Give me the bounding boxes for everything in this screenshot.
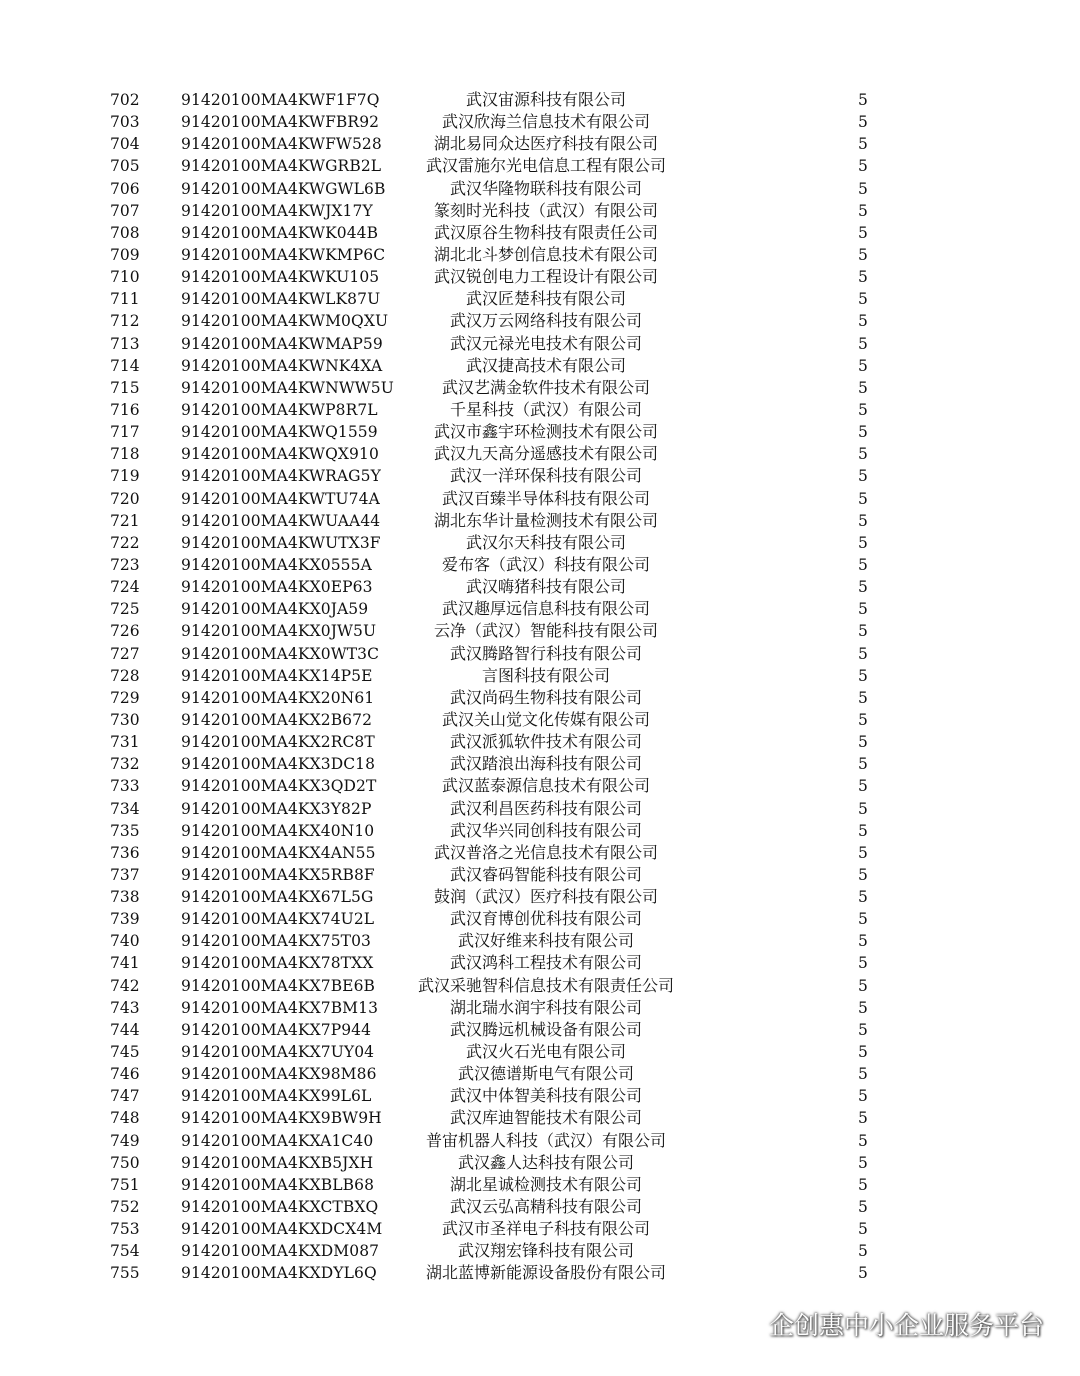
credit-code: 91420100MA4KX67L5G: [181, 888, 374, 907]
score-value: 5: [858, 378, 868, 397]
score-value: 5: [858, 223, 868, 242]
score-value: 5: [858, 644, 868, 663]
table-row: [0, 244, 1080, 266]
table-row: [0, 488, 1080, 510]
row-number: 754: [110, 1242, 140, 1261]
table-row: [0, 665, 1080, 687]
table-row: [0, 820, 1080, 842]
score-value: 5: [858, 445, 868, 464]
score-value: 5: [858, 688, 868, 707]
score-value: 5: [858, 843, 868, 862]
company-name: 武汉九天高分遥感技术有限公司: [433, 444, 658, 464]
row-number: 707: [110, 201, 140, 220]
score-value: 5: [858, 666, 868, 685]
company-name: 武汉捷高技术有限公司: [465, 355, 626, 375]
score-value: 5: [858, 555, 868, 574]
row-number: 741: [110, 954, 140, 973]
score-value: 5: [858, 865, 868, 884]
table-row: [0, 178, 1080, 200]
row-number: 747: [110, 1087, 140, 1106]
row-number: 735: [110, 821, 140, 840]
table-row: [0, 598, 1080, 620]
table-row: [0, 1240, 1080, 1262]
credit-code: 91420100MA4KWRAG5Y: [181, 467, 381, 486]
score-value: 5: [858, 1020, 868, 1039]
row-number: 710: [110, 268, 140, 287]
score-value: 5: [858, 290, 868, 309]
score-value: 5: [858, 1242, 868, 1261]
table-row: [0, 510, 1080, 532]
table-row: [0, 775, 1080, 797]
company-name: 武汉尚码生物科技有限公司: [449, 687, 642, 707]
score-value: 5: [858, 998, 868, 1017]
table-row: [0, 133, 1080, 155]
table-row: [0, 200, 1080, 222]
score-value: 5: [858, 1087, 868, 1106]
table-row: [0, 576, 1080, 598]
table-row: [0, 1041, 1080, 1063]
score-value: 5: [858, 1153, 868, 1172]
score-value: 5: [858, 179, 868, 198]
table-row: [0, 864, 1080, 886]
score-value: 5: [858, 1131, 868, 1150]
company-name: 武汉库迪智能技术有限公司: [449, 1108, 642, 1128]
row-number: 719: [110, 467, 140, 486]
credit-code: 91420100MA4KXBLB68: [181, 1175, 375, 1194]
table-row: [0, 155, 1080, 177]
credit-code: 91420100MA4KX0555A: [181, 555, 372, 574]
score-value: 5: [858, 1220, 868, 1239]
table-row: [0, 111, 1080, 133]
credit-code: 91420100MA4KX0JW5U: [181, 622, 377, 641]
row-number: 733: [110, 777, 140, 796]
row-number: 750: [110, 1153, 140, 1172]
row-number: 740: [110, 932, 140, 951]
company-name: 武汉火石光电有限公司: [465, 1042, 626, 1062]
company-name: 湖北易同众达医疗科技有限公司: [433, 134, 658, 154]
row-number: 730: [110, 710, 140, 729]
row-number: 702: [110, 91, 140, 109]
credit-code: 91420100MA4KWMAP59: [181, 334, 383, 353]
company-name: 武汉好维来科技有限公司: [457, 931, 634, 951]
score-value: 5: [858, 1198, 868, 1217]
table-row: [0, 997, 1080, 1019]
row-number: 708: [110, 223, 140, 242]
score-value: 5: [858, 733, 868, 752]
row-number: 736: [110, 843, 140, 862]
row-number: 713: [110, 334, 140, 353]
credit-code: 91420100MA4KWJX17Y: [181, 201, 373, 220]
score-value: 5: [858, 135, 868, 154]
score-value: 5: [858, 312, 868, 331]
score-value: 5: [858, 356, 868, 375]
company-name: 武汉派狐软件技术有限公司: [449, 732, 642, 752]
row-number: 721: [110, 511, 140, 530]
credit-code: 91420100MA4KXA1C40: [181, 1131, 374, 1150]
table-row: [0, 333, 1080, 355]
score-value: 5: [858, 157, 868, 176]
credit-code: 91420100MA4KX7UY04: [181, 1043, 375, 1062]
company-name: 武汉华隆物联科技有限公司: [449, 178, 642, 198]
table-row: [0, 310, 1080, 332]
company-name: 武汉市圣祥电子科技有限公司: [441, 1219, 650, 1239]
credit-code: 91420100MA4KWKMP6C: [181, 245, 386, 264]
row-number: 746: [110, 1065, 140, 1084]
company-name: 湖北东华计量检测技术有限公司: [433, 510, 658, 530]
row-number: 709: [110, 245, 140, 264]
score-value: 5: [858, 1109, 868, 1128]
table-row: [0, 89, 1080, 111]
credit-code: 91420100MA4KWUAA44: [181, 511, 381, 530]
table-row: [0, 975, 1080, 997]
table-row: [0, 355, 1080, 377]
row-number: 727: [110, 644, 140, 663]
score-value: 5: [858, 755, 868, 774]
row-number: 744: [110, 1020, 140, 1039]
credit-code: 91420100MA4KWKU105: [181, 268, 380, 287]
credit-code: 91420100MA4KX4AN55: [181, 843, 376, 862]
table-row: [0, 1130, 1080, 1152]
row-number: 715: [110, 378, 140, 397]
credit-code: 91420100MA4KWFW528: [181, 135, 382, 154]
credit-code: 91420100MA4KX0JA59: [181, 600, 369, 619]
row-number: 724: [110, 578, 140, 597]
credit-code: 91420100MA4KX75T03: [181, 932, 372, 951]
row-number: 729: [110, 688, 140, 707]
credit-code: 91420100MA4KX0EP63: [181, 578, 373, 597]
credit-code: 91420100MA4KWNK4XA: [181, 356, 383, 375]
company-name: 武汉万云网络科技有限公司: [449, 311, 642, 331]
company-name: 武汉宙源科技有限公司: [465, 90, 626, 109]
score-value: 5: [858, 467, 868, 486]
company-name: 武汉艺满金软件技术有限公司: [441, 377, 650, 397]
company-name: 武汉华兴同创科技有限公司: [449, 820, 642, 840]
score-value: 5: [858, 334, 868, 353]
company-name: 武汉采驰智科信息技术有限责任公司: [417, 975, 674, 995]
score-value: 5: [858, 910, 868, 929]
company-name: 武汉鸿科工程技术有限公司: [449, 953, 642, 973]
credit-code: 91420100MA4KX3QD2T: [181, 777, 377, 796]
table-row: [0, 1174, 1080, 1196]
company-name: 武汉尔天科技有限公司: [465, 532, 626, 552]
company-name: 武汉利昌医药科技有限公司: [449, 798, 642, 818]
credit-code: 91420100MA4KXDYL6Q: [181, 1264, 377, 1283]
score-value: 5: [858, 578, 868, 597]
table-row: [0, 886, 1080, 908]
score-value: 5: [858, 1264, 868, 1283]
row-number: 732: [110, 755, 140, 774]
company-name: 鼓润（武汉）医疗科技有限公司: [433, 887, 658, 907]
row-number: 703: [110, 113, 140, 132]
score-value: 5: [858, 268, 868, 287]
score-value: 5: [858, 710, 868, 729]
table-row: [0, 1152, 1080, 1174]
credit-code: 91420100MA4KWUTX3F: [181, 533, 381, 552]
company-name: 篆刻时光科技（武汉）有限公司: [433, 200, 658, 220]
table-row: [0, 687, 1080, 709]
credit-code: 91420100MA4KX2B672: [181, 710, 373, 729]
score-value: 5: [858, 932, 868, 951]
score-value: 5: [858, 1175, 868, 1194]
company-list-table: [0, 89, 1080, 1285]
score-value: 5: [858, 954, 868, 973]
company-name: 武汉一洋环保科技有限公司: [449, 466, 642, 486]
credit-code: 91420100MA4KWTU74A: [181, 489, 380, 508]
credit-code: 91420100MA4KX7BE6B: [181, 976, 376, 995]
company-name: 武汉雷施尔光电信息工程有限公司: [425, 156, 666, 176]
row-number: 722: [110, 533, 140, 552]
row-number: 723: [110, 555, 140, 574]
table-row: [0, 798, 1080, 820]
watermark-text: 企创惠中小企业服务平台: [768, 1311, 1044, 1340]
table-row: [0, 620, 1080, 642]
company-name: 武汉蓝泰源信息技术有限公司: [441, 776, 650, 796]
row-number: 748: [110, 1109, 140, 1128]
row-number: 714: [110, 356, 140, 375]
credit-code: 91420100MA4KX20N61: [181, 688, 375, 707]
company-name: 武汉关山觉文化传媒有限公司: [441, 709, 650, 729]
table-row: [0, 1107, 1080, 1129]
row-number: 739: [110, 910, 140, 929]
row-number: 725: [110, 600, 140, 619]
watermark: [725, 1306, 1044, 1342]
credit-code: 91420100MA4KWF1F7Q: [181, 91, 380, 109]
credit-code: 91420100MA4KWK044B: [181, 223, 379, 242]
credit-code: 91420100MA4KX78TXX: [181, 954, 374, 973]
company-name: 武汉元禄光电技术有限公司: [449, 333, 642, 353]
row-number: 737: [110, 865, 140, 884]
company-name: 武汉欣海兰信息技术有限公司: [441, 112, 650, 132]
table-row: [0, 1085, 1080, 1107]
company-name: 湖北瑞水润宇科技有限公司: [449, 997, 642, 1017]
row-number: 752: [110, 1198, 140, 1217]
row-number: 745: [110, 1043, 140, 1062]
score-value: 5: [858, 201, 868, 220]
company-name: 普宙机器人科技（武汉）有限公司: [425, 1130, 666, 1150]
score-value: 5: [858, 533, 868, 552]
score-value: 5: [858, 622, 868, 641]
credit-code: 91420100MA4KX0WT3C: [181, 644, 380, 663]
credit-code: 91420100MA4KX2RC8T: [181, 733, 375, 752]
row-number: 728: [110, 666, 140, 685]
company-name: 武汉普洛之光信息技术有限公司: [433, 842, 658, 862]
score-value: 5: [858, 489, 868, 508]
company-name: 武汉腾远机械设备有限公司: [449, 1019, 642, 1039]
row-number: 742: [110, 976, 140, 995]
company-name: 武汉匠楚科技有限公司: [465, 289, 626, 309]
row-number: 718: [110, 445, 140, 464]
score-value: 5: [858, 511, 868, 530]
company-name: 武汉腾路智行科技有限公司: [449, 643, 642, 663]
score-value: 5: [858, 888, 868, 907]
table-row: [0, 421, 1080, 443]
row-number: 731: [110, 733, 140, 752]
row-number: 712: [110, 312, 140, 331]
table-row: [0, 1218, 1080, 1240]
table-row: [0, 842, 1080, 864]
table-row: [0, 288, 1080, 310]
company-name: 武汉育博创优科技有限公司: [449, 909, 642, 929]
credit-code: 91420100MA4KWM0QXU: [181, 312, 389, 331]
table-row: [0, 643, 1080, 665]
table-row: [0, 443, 1080, 465]
row-number: 755: [110, 1264, 140, 1283]
company-name: 湖北北斗梦创信息技术有限公司: [433, 244, 658, 264]
row-number: 753: [110, 1220, 140, 1239]
credit-code: 91420100MA4KX99L6L: [181, 1087, 372, 1106]
credit-code: 91420100MA4KXCTBXQ: [181, 1198, 379, 1217]
table-row: [0, 1019, 1080, 1041]
credit-code: 91420100MA4KX3Y82P: [181, 799, 372, 818]
credit-code: 91420100MA4KX98M86: [181, 1065, 377, 1084]
score-value: 5: [858, 600, 868, 619]
table-row: [0, 465, 1080, 487]
score-value: 5: [858, 91, 868, 109]
row-number: 717: [110, 423, 140, 442]
credit-code: 91420100MA4KXDCX4M: [181, 1220, 383, 1239]
table-row: [0, 930, 1080, 952]
company-name: 武汉锐创电力工程设计有限公司: [433, 267, 658, 287]
score-value: 5: [858, 777, 868, 796]
credit-code: 91420100MA4KWNWW5U: [181, 378, 394, 397]
company-name: 武汉百臻半导体科技有限公司: [441, 488, 650, 508]
company-name: 武汉翔宏锋科技有限公司: [457, 1241, 634, 1261]
credit-code: 91420100MA4KWQ1559: [181, 423, 378, 442]
credit-code: 91420100MA4KX9BW9H: [181, 1109, 382, 1128]
company-name: 云净（武汉）智能科技有限公司: [433, 621, 658, 641]
company-name: 武汉踏浪出海科技有限公司: [449, 754, 642, 774]
table-row: [0, 377, 1080, 399]
table-row: [0, 908, 1080, 930]
row-number: 738: [110, 888, 140, 907]
score-value: 5: [858, 821, 868, 840]
credit-code: 91420100MA4KWGWL6B: [181, 179, 386, 198]
company-name: 爱布客（武汉）科技有限公司: [441, 554, 650, 574]
table-row: [0, 554, 1080, 576]
credit-code: 91420100MA4KXB5JXH: [181, 1153, 374, 1172]
row-number: 706: [110, 179, 140, 198]
row-number: 716: [110, 400, 140, 419]
company-name: 武汉睿码智能科技有限公司: [449, 864, 642, 884]
company-name: 武汉嗨猪科技有限公司: [465, 577, 626, 597]
row-number: 751: [110, 1175, 140, 1194]
score-value: 5: [858, 799, 868, 818]
wechat-icon: [725, 1310, 761, 1338]
table-row: [0, 532, 1080, 554]
company-name: 武汉原谷生物科技有限责任公司: [433, 222, 658, 242]
credit-code: 91420100MA4KX5RB8F: [181, 865, 375, 884]
table-row: [0, 1196, 1080, 1218]
credit-code: 91420100MA4KX3DC18: [181, 755, 376, 774]
company-name: 武汉趣厚远信息科技有限公司: [441, 599, 650, 619]
row-number: 720: [110, 489, 140, 508]
table-row: [0, 753, 1080, 775]
table-row: [0, 266, 1080, 288]
credit-code: 91420100MA4KX7P944: [181, 1020, 372, 1039]
table-row: [0, 709, 1080, 731]
row-number: 734: [110, 799, 140, 818]
credit-code: 91420100MA4KX40N10: [181, 821, 375, 840]
credit-code: 91420100MA4KWGRB2L: [181, 157, 382, 176]
score-value: 5: [858, 400, 868, 419]
table-row: [0, 1262, 1080, 1284]
credit-code: 91420100MA4KWQX910: [181, 445, 379, 464]
company-name: 武汉鑫人达科技有限公司: [457, 1152, 634, 1172]
score-value: 5: [858, 976, 868, 995]
score-value: 5: [858, 423, 868, 442]
credit-code: 91420100MA4KX14P5E: [181, 666, 373, 685]
score-value: 5: [858, 245, 868, 264]
row-number: 743: [110, 998, 140, 1017]
score-value: 5: [858, 113, 868, 132]
row-number: 749: [110, 1131, 140, 1150]
credit-code: 91420100MA4KX7BM13: [181, 998, 379, 1017]
table-row: [0, 952, 1080, 974]
row-number: 704: [110, 135, 140, 154]
row-number: 726: [110, 622, 140, 641]
company-name: 武汉德谱斯电气有限公司: [457, 1064, 634, 1084]
score-value: 5: [858, 1043, 868, 1062]
credit-code: 91420100MA4KWLK87U: [181, 290, 381, 309]
row-number: 711: [110, 290, 140, 309]
table-row: [0, 731, 1080, 753]
credit-code: 91420100MA4KWFBR92: [181, 113, 380, 132]
company-name: 武汉中体智美科技有限公司: [449, 1086, 642, 1106]
table-row: [0, 1063, 1080, 1085]
table-row: [0, 399, 1080, 421]
score-value: 5: [858, 1065, 868, 1084]
credit-code: 91420100MA4KWP8R7L: [181, 400, 378, 419]
table-row: [0, 222, 1080, 244]
company-name: 武汉云弘高精科技有限公司: [449, 1197, 642, 1217]
credit-code: 91420100MA4KXDM087: [181, 1242, 380, 1261]
company-name: 湖北蓝博新能源设备股份有限公司: [425, 1263, 666, 1283]
credit-code: 91420100MA4KX74U2L: [181, 910, 375, 929]
company-name: 武汉市鑫宇环检测技术有限公司: [433, 422, 658, 442]
row-number: 705: [110, 157, 140, 176]
company-name: 言图科技有限公司: [481, 665, 610, 685]
company-name: 湖北星诚检测技术有限公司: [449, 1174, 642, 1194]
company-name: 千星科技（武汉）有限公司: [449, 399, 642, 419]
